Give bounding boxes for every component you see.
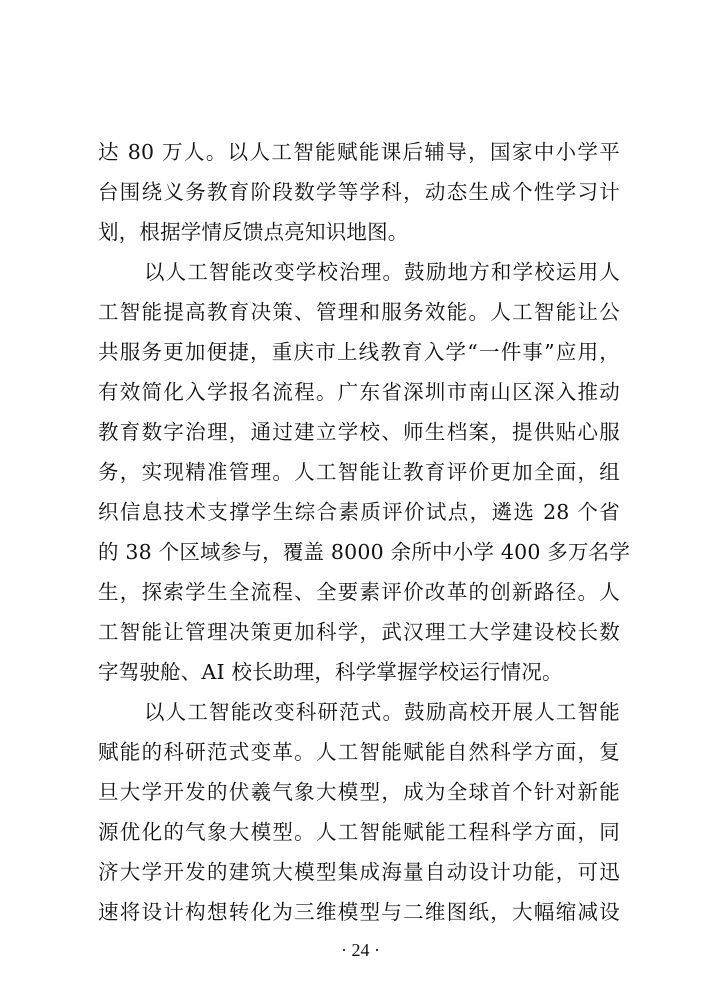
paragraph-3-line-3: 旦大学开发的伏羲气象大模型，成为全球首个针对新能 [98,780,620,804]
paragraph-2-line-5: 教育数字治理，通过建立学校、师生档案，提供贴心服 [98,420,620,444]
paragraph-1-line-3: 划，根据学情反馈点亮知识地图。 [98,220,409,244]
paragraph-3-line-6: 速将设计构想转化为三维模型与二维图纸，大幅缩减设 [98,900,620,924]
paragraph-1-line-1: 达 80 万人。以人工智能赋能课后辅导，国家中小学平 [98,140,620,164]
paragraph-3-line-2: 赋能的科研范式变革。人工智能赋能自然科学方面，复 [98,740,620,764]
paragraph-2-line-9: 生，探索学生全流程、全要素评价改革的创新路径。人 [98,580,620,604]
paragraph-3-line-4: 源优化的气象大模型。人工智能赋能工程科学方面，同 [98,820,620,844]
paragraph-1-line-2: 台围绕义务教育阶段数学等学科，动态生成个性学习计 [98,180,620,204]
paragraph-2-line-3: 共服务更加便捷，重庆市上线教育入学“一件事”应用， [98,340,620,364]
paragraph-2-line-7: 织信息技术支撑学生综合素质评价试点，遴选 28 个省 [98,500,620,524]
paragraph-2-line-8: 的 38 个区域参与，覆盖 8000 余所中小学 400 多万名学 [98,540,631,564]
paragraph-2-line-6: 务，实现精准管理。人工智能让教育评价更加全面，组 [98,460,620,484]
page-number: · 24 · [341,940,380,960]
paragraph-2-line-2: 工智能提高教育决策、管理和服务效能。人工智能让公 [98,300,620,324]
paragraph-2-line-1: 以人工智能改变学校治理。鼓励地方和学校运用人 [144,260,620,284]
paragraph-3-line-1: 以人工智能改变科研范式。鼓励高校开展人工智能 [144,700,620,724]
paragraph-2-line-10: 工智能让管理决策更加科学，武汉理工大学建设校长数 [98,620,620,644]
paragraph-2-line-11: 字驾驶舱、AI 校长助理，科学掌握学校运行情况。 [98,660,563,684]
paragraph-2-line-4: 有效简化入学报名流程。广东省深圳市南山区深入推动 [98,380,620,404]
paragraph-3-line-5: 济大学开发的建筑大模型集成海量自动设计功能，可迅 [98,860,620,884]
